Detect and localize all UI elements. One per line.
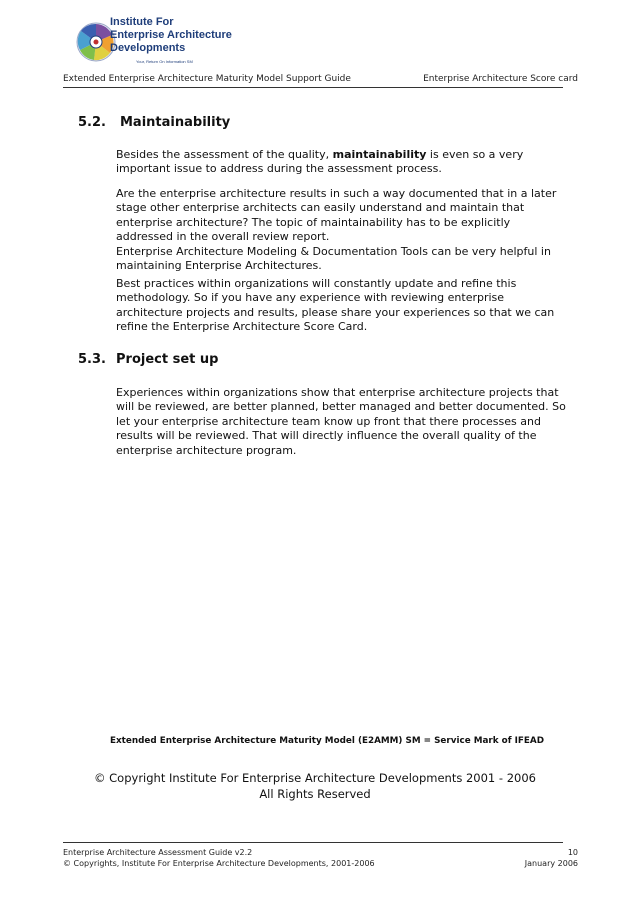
heading-5-3-title: Project set up — [116, 352, 219, 367]
p2b-text: Enterprise Architecture Modeling & Documentation Tools can be very helpful in maintaining Enterprise Architectures. — [116, 244, 551, 273]
paragraph-best-practices: Best practices within organizations will constantly update and refine this methodology. So if you have any experience with reviewing enterprise architecture projects and results, please share your experiences so that we can refine the Enterprise Architecture Score Card. — [116, 277, 555, 334]
footer-divider — [63, 842, 563, 843]
footer-right — [525, 847, 578, 869]
paragraph-maintainability-intro — [116, 148, 566, 177]
p2-text: Are the enterprise architecture results in such a way documented that in a later stage other enterprise architects can easily understand and maintain that enterprise architecture? The topic of maintainability has to be explicitly addressed in the overall review report. — [116, 187, 557, 244]
header-left: Extended Enterprise Architecture Maturity Model Support Guide — [63, 74, 351, 84]
logo-tagline: Your, Return On Information SM — [136, 59, 193, 64]
header-right: Enterprise Architecture Score card — [423, 74, 578, 84]
copyright-line-1: © Copyright Institute For Enterprise Architecture Developments 2001 - 2006 — [94, 771, 536, 785]
logo-line-1: Institute For — [110, 16, 174, 28]
page-number: 10 — [567, 848, 578, 857]
footer-copyright: © Copyrights, Institute For Enterprise Architecture Developments, 2001-2006 — [63, 859, 375, 868]
heading-5-2-title: Maintainability — [120, 115, 231, 130]
copyright-block — [50, 770, 580, 802]
service-mark-note: Extended Enterprise Architecture Maturity Model (E2AMM) SM = Service Mark of IFEAD — [110, 736, 544, 746]
heading-5-3-number: 5.3. — [78, 352, 106, 367]
heading-5-2 — [78, 115, 230, 130]
footer-left — [63, 847, 375, 869]
ifead-logo — [76, 16, 236, 68]
p1-text-before: Besides the assessment of the quality, — [116, 148, 333, 161]
paragraph-project-setup: Experiences within organizations show that enterprise architecture projects that will be reviewed, are better planned, better managed and better documented. So let your enterprise architecture team know up front that there processes and results will be reviewed. That will directly influence the overall quality of the enterprise architecture program. — [116, 386, 566, 457]
paragraph-maintainability-question — [116, 187, 566, 273]
heading-5-3 — [78, 352, 218, 367]
footer-doc-title: Enterprise Architecture Assessment Guide v2.2 — [63, 848, 253, 857]
logo-line-3: Developments — [110, 42, 186, 54]
logo-line-2: Enterprise Architecture — [110, 29, 232, 41]
p1-text-after: is even so a very important issue to address during the assessment process. — [116, 148, 524, 176]
heading-5-2-number: 5.2. — [78, 115, 106, 130]
copyright-line-2: All Rights Reserved — [259, 787, 371, 801]
p1-bold-term: maintainability — [332, 148, 427, 161]
footer-date: January 2006 — [524, 859, 578, 868]
header-divider — [63, 87, 563, 88]
